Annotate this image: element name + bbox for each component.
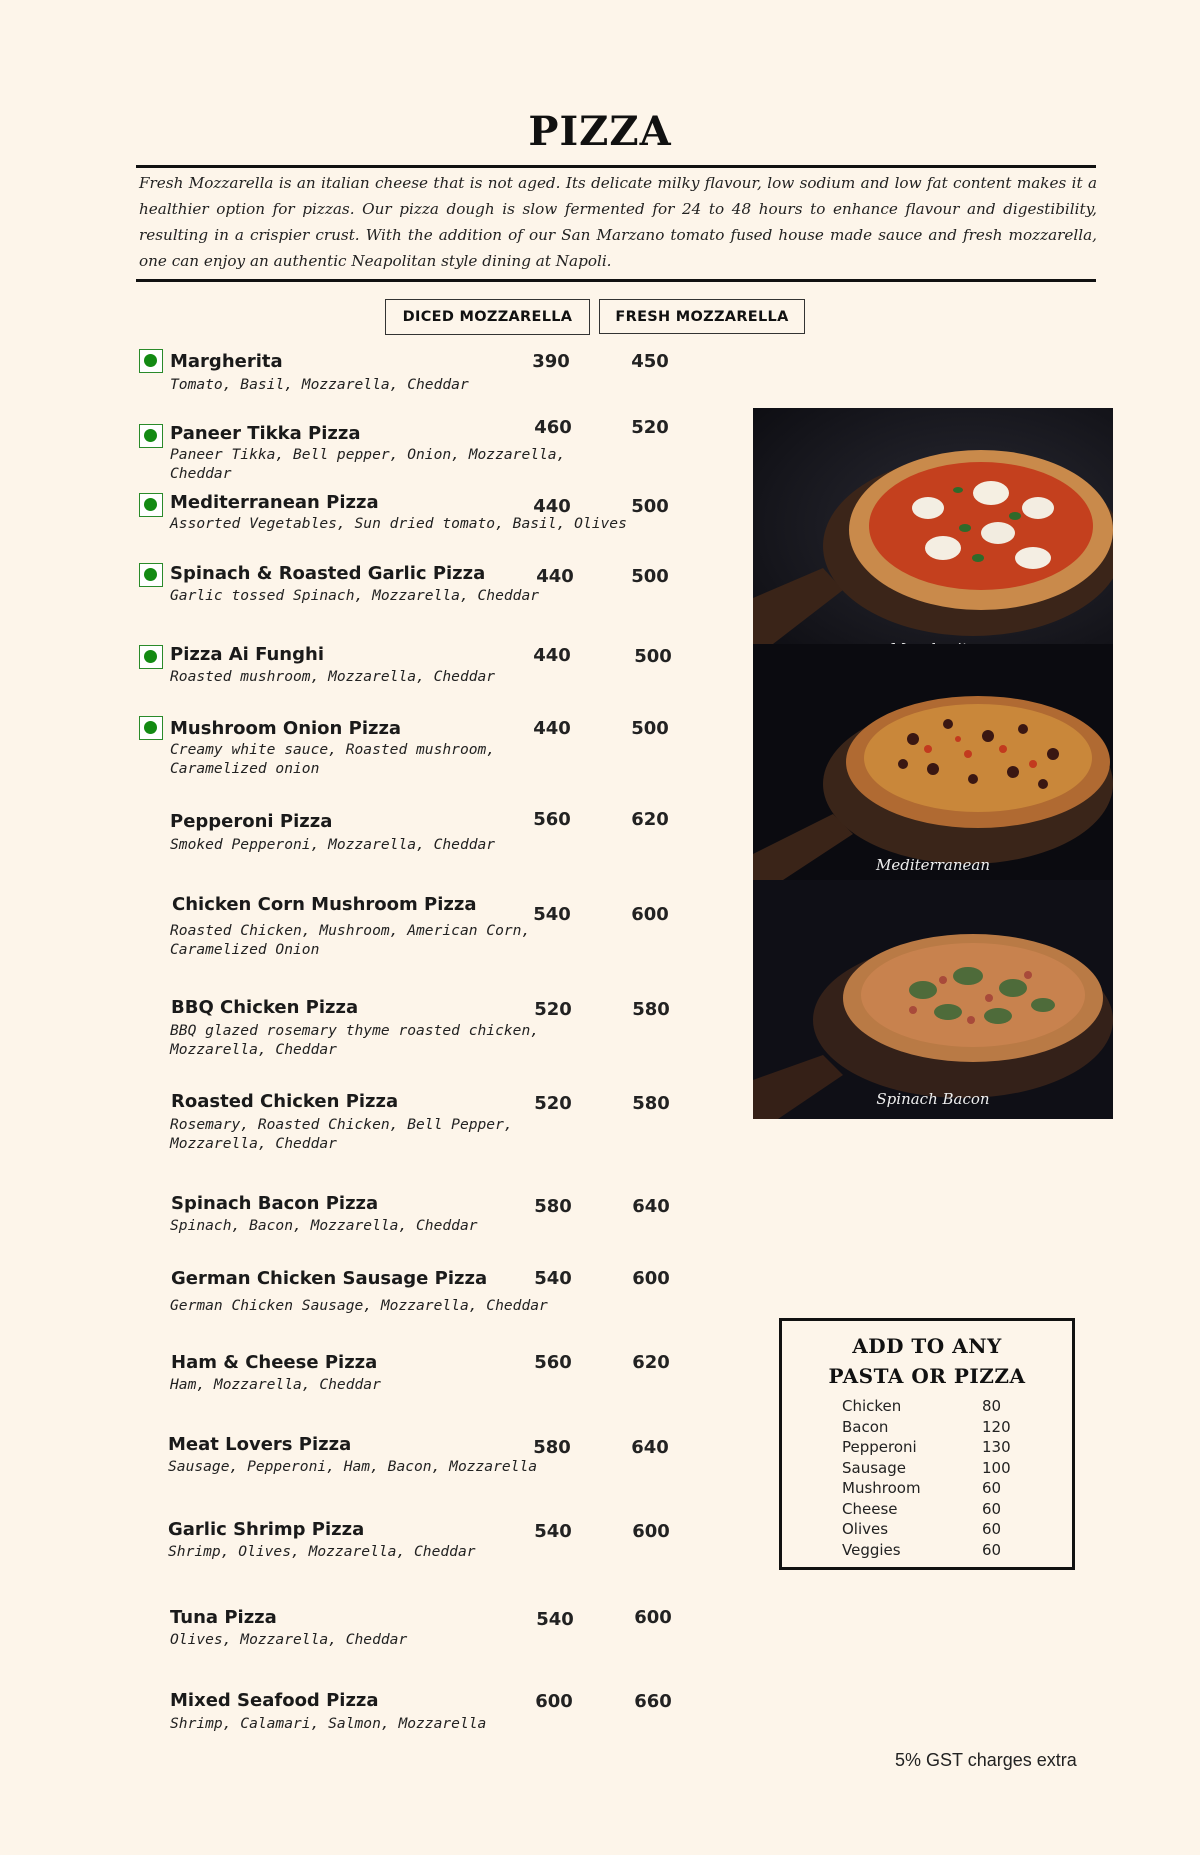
menu-item-pizza-ai-funghi (0, 642, 700, 712)
intro-bottom-rule (136, 279, 1096, 282)
item-name: Tuna Pizza (170, 1607, 277, 1628)
gst-note: 5% GST charges extra (895, 1750, 1077, 1770)
item-description: Shrimp, Olives, Mozzarella, Cheddar (168, 1543, 476, 1560)
item-description: Olives, Mozzarella, Cheddar (170, 1631, 408, 1648)
price-diced: 520 (534, 999, 572, 1020)
veg-mark-icon (139, 424, 163, 448)
item-name: Spinach Bacon Pizza (171, 1193, 379, 1214)
addon-row (842, 1520, 1032, 1538)
addon-row (842, 1438, 1032, 1456)
photo-spinach-bacon (753, 880, 1113, 1119)
menu-item-margherita (0, 348, 700, 418)
price-diced: 560 (533, 809, 571, 830)
photo-caption: Spinach Bacon (876, 1090, 990, 1108)
intro-paragraph: Fresh Mozzarella is an italian cheese that is not aged. Its delicate milky flavour, low sodium and low fat content makes it a healthier option for pizzas. Our pizza dough is slow fermented for 24 to 48 hours to enhance flavour and digestibility, resulting in a crispier crust. With the addition of our San Marzano tomato fused house made sauce and fresh mozzarella, one can enjoy an authentic Neapolitan style dining at Napoli. (139, 174, 1097, 270)
addon-label: Pepperoni (842, 1438, 917, 1456)
addon-price: 100 (982, 1459, 1011, 1477)
item-description: Paneer Tikka, Bell pepper, Onion, Mozzarella, Cheddar (170, 446, 566, 482)
item-description: Creamy white sauce, Roasted mushroom, Caramelized onion (170, 741, 496, 777)
item-name: Ham & Cheese Pizza (171, 1352, 378, 1373)
price-diced: 390 (532, 351, 570, 372)
price-fresh: 620 (632, 1352, 670, 1373)
price-fresh: 450 (631, 351, 669, 372)
page-title: PIZZA (528, 108, 672, 155)
veg-mark-icon (139, 716, 163, 740)
addon-price: 80 (982, 1397, 1002, 1415)
addon-row (842, 1459, 1032, 1477)
item-description: Roasted mushroom, Mozzarella, Cheddar (170, 668, 496, 685)
veg-mark-icon (139, 349, 163, 373)
menu-item-bbq-chicken (0, 995, 700, 1065)
price-diced: 520 (534, 1093, 572, 1114)
price-diced: 440 (536, 566, 574, 587)
menu-item-pepperoni (0, 809, 700, 879)
item-description: German Chicken Sausage, Mozzarella, Cheddar (170, 1297, 548, 1314)
item-name: Mushroom Onion Pizza (170, 718, 402, 739)
item-name: Paneer Tikka Pizza (170, 423, 361, 444)
item-description: Spinach, Bacon, Mozzarella, Cheddar (170, 1217, 478, 1234)
item-description: Tomato, Basil, Mozzarella, Cheddar (170, 376, 469, 393)
item-name: Mixed Seafood Pizza (170, 1690, 379, 1711)
price-diced: 580 (534, 1196, 572, 1217)
addon-label: Sausage (842, 1459, 906, 1477)
menu-item-german-chicken-sausage (0, 1268, 700, 1338)
menu-item-chicken-corn-mushroom (0, 892, 700, 962)
price-fresh: 600 (631, 904, 669, 925)
addon-price: 60 (982, 1520, 1002, 1538)
price-fresh: 580 (632, 1093, 670, 1114)
addon-title-line1: ADD TO ANY (852, 1334, 1002, 1358)
addon-label: Olives (842, 1520, 889, 1538)
item-name: Meat Lovers Pizza (168, 1434, 352, 1455)
addon-row (842, 1500, 1032, 1518)
price-fresh: 500 (631, 496, 669, 517)
item-description: Roasted Chicken, Mushroom, American Corn, Caramelized Onion (170, 922, 531, 958)
pizza-photo-panel (753, 408, 1113, 1119)
addon-price: 60 (982, 1479, 1002, 1497)
price-diced: 440 (533, 496, 571, 517)
item-description: Rosemary, Roasted Chicken, Bell Pepper, Mozzarella, Cheddar (170, 1116, 513, 1152)
item-name: Spinach & Roasted Garlic Pizza (170, 563, 486, 584)
addon-price: 60 (982, 1541, 1002, 1559)
column-header-fresh: FRESH MOZZARELLA (599, 299, 805, 334)
menu-item-mushroom-onion (0, 716, 700, 786)
item-description: Smoked Pepperoni, Mozzarella, Cheddar (170, 836, 496, 853)
addon-price: 130 (982, 1438, 1011, 1456)
addon-price: 60 (982, 1500, 1002, 1518)
price-diced: 440 (533, 645, 571, 666)
menu-item-roasted-chicken (0, 1089, 700, 1159)
addon-title-line2: PASTA OR PIZZA (828, 1364, 1026, 1388)
column-header-diced: DICED MOZZARELLA (385, 299, 590, 335)
item-name: Mediterranean Pizza (170, 492, 379, 513)
item-description: Assorted Vegetables, Sun dried tomato, Basil, Olives (170, 515, 627, 532)
price-diced: 540 (534, 1268, 572, 1289)
addon-label: Bacon (842, 1418, 889, 1436)
item-name: Roasted Chicken Pizza (171, 1091, 399, 1112)
price-fresh: 500 (631, 718, 669, 739)
price-diced: 440 (533, 718, 571, 739)
price-fresh: 520 (631, 417, 669, 438)
item-name: German Chicken Sausage Pizza (171, 1268, 488, 1289)
item-description: Sausage, Pepperoni, Ham, Bacon, Mozzarella (168, 1458, 538, 1475)
addon-label: Chicken (842, 1397, 902, 1415)
price-diced: 560 (534, 1352, 572, 1373)
price-fresh: 500 (634, 646, 672, 667)
item-description: Shrimp, Calamari, Salmon, Mozzarella (170, 1715, 487, 1732)
item-name: Pepperoni Pizza (170, 811, 333, 832)
price-diced: 540 (533, 904, 571, 925)
veg-mark-icon (139, 493, 163, 517)
price-fresh: 660 (634, 1691, 672, 1712)
price-fresh: 600 (632, 1521, 670, 1542)
addon-title (782, 1331, 1072, 1391)
price-diced: 600 (535, 1691, 573, 1712)
photo-margherita (753, 408, 1113, 644)
price-diced: 540 (534, 1521, 572, 1542)
addon-label: Cheese (842, 1500, 898, 1518)
menu-item-paneer-tikka (0, 417, 700, 490)
price-fresh: 600 (634, 1607, 672, 1628)
price-diced: 540 (536, 1609, 574, 1630)
price-fresh: 600 (632, 1268, 670, 1289)
item-name: Margherita (170, 351, 283, 372)
addon-price: 120 (982, 1418, 1011, 1436)
item-name: BBQ Chicken Pizza (171, 997, 359, 1018)
menu-item-spinach-roasted-garlic (0, 561, 700, 631)
veg-mark-icon (139, 563, 163, 587)
addon-row (842, 1397, 1032, 1415)
item-name: Garlic Shrimp Pizza (168, 1519, 365, 1540)
addon-label: Veggies (842, 1541, 901, 1559)
menu-item-spinach-bacon (0, 1193, 700, 1263)
item-description: Garlic tossed Spinach, Mozzarella, Cheddar (170, 587, 540, 604)
price-diced: 580 (533, 1437, 571, 1458)
top-rule (136, 165, 1096, 168)
item-name: Pizza Ai Funghi (170, 644, 324, 665)
price-fresh: 620 (631, 809, 669, 830)
addon-row (842, 1418, 1032, 1436)
price-diced: 460 (534, 417, 572, 438)
photo-caption: Mediterranean (876, 856, 990, 874)
menu-item-garlic-shrimp (0, 1519, 700, 1589)
addon-row (842, 1479, 1032, 1497)
price-fresh: 580 (632, 999, 670, 1020)
item-description: Ham, Mozzarella, Cheddar (170, 1376, 381, 1393)
menu-item-mixed-seafood (0, 1688, 700, 1758)
menu-item-ham-cheese (0, 1352, 700, 1422)
item-description: BBQ glazed rosemary thyme roasted chicken, Mozzarella, Cheddar (170, 1022, 540, 1058)
menu-item-mediterranean (0, 490, 700, 560)
photo-mediterranean (753, 644, 1113, 880)
price-fresh: 640 (632, 1196, 670, 1217)
menu-item-tuna (0, 1607, 700, 1677)
addon-box (779, 1318, 1075, 1570)
item-name: Chicken Corn Mushroom Pizza (172, 894, 477, 915)
menu-item-meat-lovers (0, 1434, 700, 1504)
veg-mark-icon (139, 645, 163, 669)
addon-row (842, 1541, 1032, 1559)
price-fresh: 500 (631, 566, 669, 587)
addon-label: Mushroom (842, 1479, 921, 1497)
price-fresh: 640 (631, 1437, 669, 1458)
